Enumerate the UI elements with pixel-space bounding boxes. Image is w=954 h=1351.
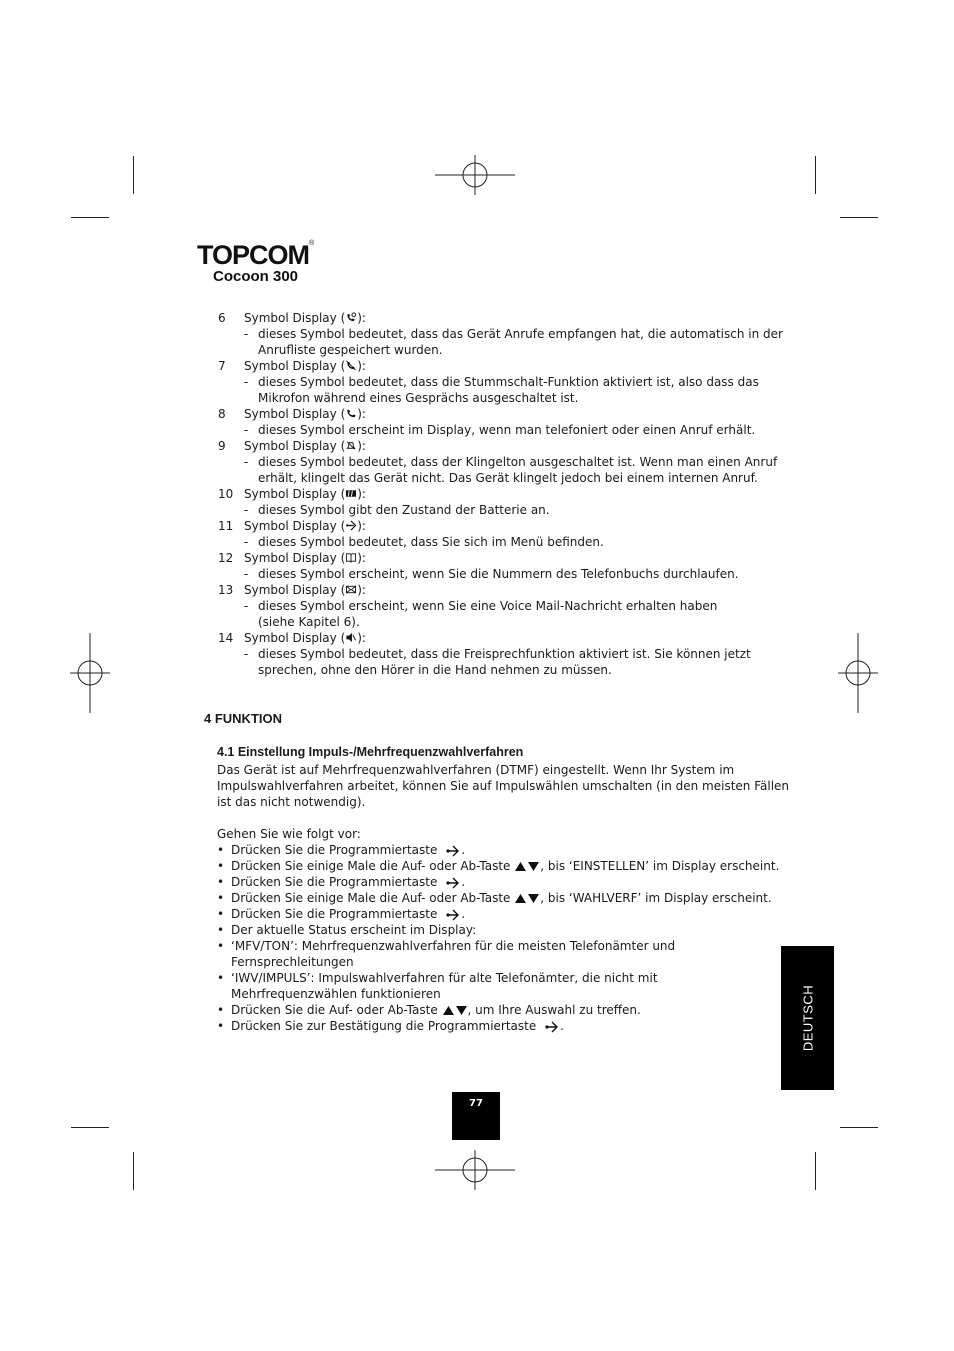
subsection-title: 4.1 Einstellung Impuls-/Mehrfrequenzwahlverfahren bbox=[217, 745, 524, 759]
mute-icon bbox=[345, 359, 357, 373]
section-title: 4 FUNKTION bbox=[204, 711, 282, 726]
symbol-label: Symbol Display ( ): bbox=[244, 439, 366, 453]
symbol-description: dieses Symbol bedeutet, dass Sie sich im Menü befinden. bbox=[258, 535, 604, 549]
battery-icon bbox=[345, 487, 357, 501]
phonebook-icon bbox=[345, 551, 357, 565]
bullet-text: Der aktuelle Status erscheint im Display: bbox=[231, 923, 477, 937]
bullet-dot: • bbox=[217, 1019, 225, 1033]
symbol-description: (siehe Kapitel 6). bbox=[258, 615, 360, 629]
symbol-description: dieses Symbol gibt den Zustand der Batterie an. bbox=[258, 503, 550, 517]
symbol-description: dieses Symbol erscheint im Display, wenn man telefoniert oder einen Anruf erhält. bbox=[258, 423, 756, 437]
bullet-dot: • bbox=[217, 1003, 225, 1017]
bullet-text: Drücken Sie einige Male die Auf- oder Ab-Taste , bis ‘WAHLVERF’ im Display erscheint. bbox=[231, 891, 772, 905]
dash: - bbox=[244, 567, 249, 581]
dash: - bbox=[244, 599, 249, 613]
program-key-icon bbox=[544, 1020, 560, 1033]
symbol-label: Symbol Display ( ): bbox=[244, 359, 366, 373]
intro-line: Das Gerät ist auf Mehrfrequenzwahlverfahren (DTMF) eingestellt. Wenn Ihr System im bbox=[217, 763, 735, 777]
bullet-text: Drücken Sie zur Bestätigung die Programmiertaste . bbox=[231, 1019, 564, 1033]
bullet-dot: • bbox=[217, 891, 225, 905]
bullet-text: ‘MFV/TON’: Mehrfrequenzwahlverfahren für die meisten Telefonämter und bbox=[231, 939, 676, 953]
symbol-number: 12 bbox=[218, 551, 234, 565]
menu-icon bbox=[345, 519, 357, 533]
symbol-label: Symbol Display ( ): bbox=[244, 407, 366, 421]
intro-line: Impulswahlverfahren arbeitet, können Sie auf Impulswählen umschalten (in den meisten Fällen bbox=[217, 779, 790, 793]
symbol-number: 7 bbox=[218, 359, 226, 373]
dash: - bbox=[244, 423, 249, 437]
up-down-keys-icon bbox=[514, 893, 540, 904]
symbol-number: 14 bbox=[218, 631, 234, 645]
dash: - bbox=[244, 327, 249, 341]
symbol-number: 11 bbox=[218, 519, 234, 533]
symbol-number: 6 bbox=[218, 311, 226, 325]
symbol-description: dieses Symbol erscheint, wenn Sie die Nummern des Telefonbuchs durchlaufen. bbox=[258, 567, 739, 581]
symbol-description: dieses Symbol bedeutet, dass der Klingelton ausgeschaltet ist. Wenn man einen Anruf bbox=[258, 455, 778, 469]
program-key-icon bbox=[445, 844, 461, 857]
program-key-icon bbox=[445, 876, 461, 889]
dash: - bbox=[244, 647, 249, 661]
up-down-keys-icon bbox=[442, 1005, 468, 1016]
registration-mark-bottom bbox=[435, 1150, 515, 1190]
dash: - bbox=[244, 375, 249, 389]
symbol-label: Symbol Display ( ): bbox=[244, 311, 366, 325]
symbol-label: Symbol Display ( ): bbox=[244, 551, 366, 565]
bullet-text: Drücken Sie die Programmiertaste . bbox=[231, 907, 466, 921]
bullet-dot: • bbox=[217, 843, 225, 857]
symbol-number: 13 bbox=[218, 583, 234, 597]
registration-mark-left bbox=[70, 633, 110, 713]
symbol-number: 9 bbox=[218, 439, 226, 453]
bullet-dot: • bbox=[217, 907, 225, 921]
bullet-text: Drücken Sie die Auf- oder Ab-Taste , um Ihre Auswahl zu treffen. bbox=[231, 1003, 641, 1017]
up-down-keys-icon bbox=[514, 861, 540, 872]
registration-mark-right bbox=[838, 633, 878, 713]
bullet-text: Drücken Sie die Programmiertaste . bbox=[231, 875, 466, 889]
bullet-dot: • bbox=[217, 923, 225, 937]
symbol-description: Mikrofon während eines Gesprächs ausgeschaltet ist. bbox=[258, 391, 579, 405]
intro-line: ist das nicht notwendig). bbox=[217, 795, 366, 809]
symbol-description: dieses Symbol bedeutet, dass die Freisprechfunktion aktiviert ist. Sie können jetzt bbox=[258, 647, 751, 661]
model-name: Cocoon 300 bbox=[213, 268, 299, 285]
program-key-icon bbox=[445, 908, 461, 921]
symbol-label: Symbol Display ( ): bbox=[244, 487, 366, 501]
symbol-label: Symbol Display ( ): bbox=[244, 519, 366, 533]
brand-logo: TOPCOM® bbox=[197, 240, 314, 270]
bullet-text-continued: Mehrfrequenzwählen funktionieren bbox=[231, 987, 441, 1001]
dash: - bbox=[244, 455, 249, 469]
symbol-description: dieses Symbol bedeutet, dass das Gerät Anrufe empfangen hat, die automatisch in der bbox=[258, 327, 783, 341]
envelope-icon bbox=[345, 583, 357, 597]
language-tab: DEUTSCH bbox=[781, 946, 834, 1090]
missed-calls-icon bbox=[345, 311, 357, 325]
symbol-description: erhält, klingelt das Gerät nicht. Das Gerät klingelt jedoch bei einem internen Anruf. bbox=[258, 471, 758, 485]
phone-icon bbox=[345, 407, 357, 421]
symbol-description: dieses Symbol bedeutet, dass die Stummschalt-Funktion aktiviert ist, also dass das bbox=[258, 375, 759, 389]
bullet-dot: • bbox=[217, 971, 225, 985]
bullet-text: Drücken Sie einige Male die Auf- oder Ab-Taste , bis ‘EINSTELLEN’ im Display erscheint. bbox=[231, 859, 780, 873]
page-number-box bbox=[452, 1092, 500, 1140]
symbol-number: 10 bbox=[218, 487, 234, 501]
bullet-text: ‘IWV/IMPULS’: Impulswahlverfahren für alte Telefonämter, die nicht mit bbox=[231, 971, 658, 985]
bullet-dot: • bbox=[217, 859, 225, 873]
dash: - bbox=[244, 503, 249, 517]
registration-mark-top bbox=[435, 155, 515, 195]
symbol-description: Anrufliste gespeichert wurden. bbox=[258, 343, 443, 357]
dash: - bbox=[244, 535, 249, 549]
symbol-label: Symbol Display ( ): bbox=[244, 583, 366, 597]
ringer-off-icon bbox=[345, 439, 357, 453]
bullet-text-continued: Fernsprechleitungen bbox=[231, 955, 354, 969]
symbol-label: Symbol Display ( ): bbox=[244, 631, 366, 645]
symbol-description: dieses Symbol erscheint, wenn Sie eine Voice Mail-Nachricht erhalten haben bbox=[258, 599, 718, 613]
bullet-text: Drücken Sie die Programmiertaste . bbox=[231, 843, 466, 857]
symbol-description: sprechen, ohne den Hörer in die Hand nehmen zu müssen. bbox=[258, 663, 612, 677]
proceed-text: Gehen Sie wie folgt vor: bbox=[217, 827, 361, 841]
symbol-number: 8 bbox=[218, 407, 226, 421]
speaker-icon bbox=[345, 631, 357, 645]
bullet-dot: • bbox=[217, 939, 225, 953]
bullet-dot: • bbox=[217, 875, 225, 889]
page-number: 77 bbox=[469, 1098, 483, 1109]
